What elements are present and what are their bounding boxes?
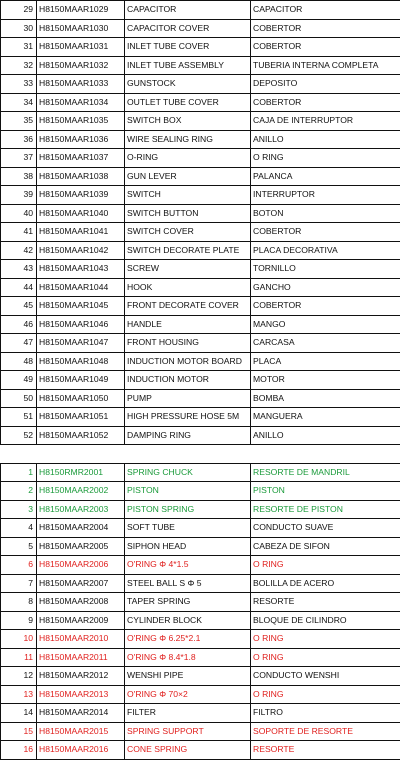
english-name-cell: O'RING Φ 70×2 bbox=[125, 685, 251, 704]
english-name-cell: GUN LEVER bbox=[125, 167, 251, 186]
english-name-cell: O'RING Φ 8.4*1.8 bbox=[125, 648, 251, 667]
spanish-name-cell: O RING bbox=[251, 630, 400, 649]
item-number-cell: 8 bbox=[1, 593, 37, 612]
spanish-name-cell: CAJA DE INTERRUPTOR bbox=[251, 112, 400, 131]
item-number-cell: 46 bbox=[1, 315, 37, 334]
item-number-cell: 38 bbox=[1, 167, 37, 186]
item-number-cell: 30 bbox=[1, 19, 37, 38]
part-code-cell: H8150MAAR1051 bbox=[37, 408, 125, 427]
part-code-cell: H8150MAAR2009 bbox=[37, 611, 125, 630]
english-name-cell: HANDLE bbox=[125, 315, 251, 334]
spanish-name-cell: TUBERIA INTERNA COMPLETA bbox=[251, 56, 400, 75]
table-row bbox=[1, 334, 400, 353]
spanish-name-cell: ANILLO bbox=[251, 426, 400, 445]
table-row bbox=[1, 593, 400, 612]
english-name-cell: DAMPING RING bbox=[125, 426, 251, 445]
part-code-cell: H8150MAAR1045 bbox=[37, 297, 125, 316]
part-code-cell: H8150MAAR1035 bbox=[37, 112, 125, 131]
spanish-name-cell: GANCHO bbox=[251, 278, 400, 297]
table-row bbox=[1, 297, 400, 316]
spanish-name-cell: COBERTOR bbox=[251, 223, 400, 242]
spanish-name-cell: RESORTE DE PISTON bbox=[251, 500, 400, 519]
table-row bbox=[1, 167, 400, 186]
part-code-cell: H8150MAAR1038 bbox=[37, 167, 125, 186]
item-number-cell: 48 bbox=[1, 352, 37, 371]
part-code-cell: H8150MAAR1034 bbox=[37, 93, 125, 112]
item-number-cell: 4 bbox=[1, 519, 37, 538]
item-number-cell: 3 bbox=[1, 500, 37, 519]
table-row bbox=[1, 371, 400, 390]
part-code-cell: H8150MAAR2003 bbox=[37, 500, 125, 519]
part-code-cell: H8150MAAR2004 bbox=[37, 519, 125, 538]
blank-row bbox=[1, 445, 400, 464]
item-number-cell: 15 bbox=[1, 722, 37, 741]
english-name-cell: PISTON bbox=[125, 482, 251, 501]
table-row bbox=[1, 1, 400, 20]
spanish-name-cell: COBERTOR bbox=[251, 19, 400, 38]
english-name-cell: SWITCH bbox=[125, 186, 251, 205]
item-number-cell: 50 bbox=[1, 389, 37, 408]
part-code-cell: H8150MAAR1042 bbox=[37, 241, 125, 260]
part-code-cell: H8150MAAR1044 bbox=[37, 278, 125, 297]
item-number-cell: 2 bbox=[1, 482, 37, 501]
part-code-cell: H8150MAAR2013 bbox=[37, 685, 125, 704]
english-name-cell: HIGH PRESSURE HOSE 5M bbox=[125, 408, 251, 427]
part-code-cell: H8150MAAR1032 bbox=[37, 56, 125, 75]
table-row bbox=[1, 93, 400, 112]
spanish-name-cell: COBERTOR bbox=[251, 93, 400, 112]
item-number-cell: 52 bbox=[1, 426, 37, 445]
english-name-cell: GUNSTOCK bbox=[125, 75, 251, 94]
part-code-cell: H8150RMR2001 bbox=[37, 463, 125, 482]
english-name-cell: TAPER SPRING bbox=[125, 593, 251, 612]
item-number-cell: 16 bbox=[1, 741, 37, 760]
item-number-cell: 10 bbox=[1, 630, 37, 649]
table-row bbox=[1, 38, 400, 57]
table-row bbox=[1, 556, 400, 575]
table-row bbox=[1, 500, 400, 519]
table-row bbox=[1, 704, 400, 723]
part-code-cell: H8150MAAR1040 bbox=[37, 204, 125, 223]
item-number-cell: 33 bbox=[1, 75, 37, 94]
table-row bbox=[1, 315, 400, 334]
spanish-name-cell: MANGO bbox=[251, 315, 400, 334]
part-code-cell: H8150MAAR2012 bbox=[37, 667, 125, 686]
english-name-cell: SWITCH COVER bbox=[125, 223, 251, 242]
table-row bbox=[1, 482, 400, 501]
item-number-cell: 39 bbox=[1, 186, 37, 205]
table-row bbox=[1, 463, 400, 482]
spanish-name-cell: TORNILLO bbox=[251, 260, 400, 279]
item-number-cell: 37 bbox=[1, 149, 37, 168]
english-name-cell: SPRING CHUCK bbox=[125, 463, 251, 482]
english-name-cell: SWITCH DECORATE PLATE bbox=[125, 241, 251, 260]
table-row bbox=[1, 260, 400, 279]
spanish-name-cell: CARCASA bbox=[251, 334, 400, 353]
english-name-cell: SCREW bbox=[125, 260, 251, 279]
spanish-name-cell: COBERTOR bbox=[251, 38, 400, 57]
table-row bbox=[1, 408, 400, 427]
english-name-cell bbox=[125, 445, 251, 464]
spanish-name-cell: COBERTOR bbox=[251, 297, 400, 316]
table-row bbox=[1, 56, 400, 75]
spanish-name-cell: O RING bbox=[251, 685, 400, 704]
table-row bbox=[1, 223, 400, 242]
spanish-name-cell: SOPORTE DE RESORTE bbox=[251, 722, 400, 741]
part-code-cell: H8150MAAR1052 bbox=[37, 426, 125, 445]
item-number-cell: 49 bbox=[1, 371, 37, 390]
item-number-cell: 40 bbox=[1, 204, 37, 223]
part-code-cell bbox=[37, 445, 125, 464]
table-row bbox=[1, 19, 400, 38]
part-code-cell: H8150MAAR1031 bbox=[37, 38, 125, 57]
item-number-cell: 13 bbox=[1, 685, 37, 704]
part-code-cell: H8150MAAR2010 bbox=[37, 630, 125, 649]
item-number-cell: 7 bbox=[1, 574, 37, 593]
table-row bbox=[1, 574, 400, 593]
table-row bbox=[1, 519, 400, 538]
table-row bbox=[1, 685, 400, 704]
table-row bbox=[1, 426, 400, 445]
table-row bbox=[1, 130, 400, 149]
part-code-cell: H8150MAAR1036 bbox=[37, 130, 125, 149]
spanish-name-cell: BOMBA bbox=[251, 389, 400, 408]
spanish-name-cell: BLOQUE DE CILINDRO bbox=[251, 611, 400, 630]
english-name-cell: PUMP bbox=[125, 389, 251, 408]
english-name-cell: STEEL BALL S Φ 5 bbox=[125, 574, 251, 593]
table-row bbox=[1, 741, 400, 760]
part-code-cell: H8150MAAR1043 bbox=[37, 260, 125, 279]
part-code-cell: H8150MAAR2002 bbox=[37, 482, 125, 501]
item-number-cell: 41 bbox=[1, 223, 37, 242]
spanish-name-cell: CONDUCTO WENSHI bbox=[251, 667, 400, 686]
item-number-cell: 43 bbox=[1, 260, 37, 279]
table-row bbox=[1, 75, 400, 94]
table-row bbox=[1, 389, 400, 408]
part-code-cell: H8150MAAR1030 bbox=[37, 19, 125, 38]
part-code-cell: H8150MAAR2006 bbox=[37, 556, 125, 575]
item-number-cell: 44 bbox=[1, 278, 37, 297]
spanish-name-cell: O RING bbox=[251, 648, 400, 667]
table-row bbox=[1, 278, 400, 297]
english-name-cell: PISTON SPRING bbox=[125, 500, 251, 519]
part-code-cell: H8150MAAR1033 bbox=[37, 75, 125, 94]
english-name-cell: SOFT TUBE bbox=[125, 519, 251, 538]
item-number-cell: 35 bbox=[1, 112, 37, 131]
item-number-cell: 12 bbox=[1, 667, 37, 686]
item-number-cell: 51 bbox=[1, 408, 37, 427]
item-number-cell: 9 bbox=[1, 611, 37, 630]
part-code-cell: H8150MAAR1029 bbox=[37, 1, 125, 20]
english-name-cell: OUTLET TUBE COVER bbox=[125, 93, 251, 112]
part-code-cell: H8150MAAR1041 bbox=[37, 223, 125, 242]
english-name-cell: SPRING SUPPORT bbox=[125, 722, 251, 741]
english-name-cell: O-RING bbox=[125, 149, 251, 168]
part-code-cell: H8150MAAR1047 bbox=[37, 334, 125, 353]
english-name-cell: FILTER bbox=[125, 704, 251, 723]
item-number-cell: 5 bbox=[1, 537, 37, 556]
spanish-name-cell: RESORTE bbox=[251, 741, 400, 760]
part-code-cell: H8150MAAR1037 bbox=[37, 149, 125, 168]
spanish-name-cell: INTERRUPTOR bbox=[251, 186, 400, 205]
item-number-cell: 34 bbox=[1, 93, 37, 112]
english-name-cell: FRONT HOUSING bbox=[125, 334, 251, 353]
part-code-cell: H8150MAAR2007 bbox=[37, 574, 125, 593]
english-name-cell: CAPACITOR COVER bbox=[125, 19, 251, 38]
spanish-name-cell: RESORTE bbox=[251, 593, 400, 612]
table-row bbox=[1, 241, 400, 260]
spanish-name-cell: O RING bbox=[251, 556, 400, 575]
item-number-cell: 42 bbox=[1, 241, 37, 260]
item-number-cell: 11 bbox=[1, 648, 37, 667]
english-name-cell: CONE SPRING bbox=[125, 741, 251, 760]
spanish-name-cell: PALANCA bbox=[251, 167, 400, 186]
spanish-name-cell: CONDUCTO SUAVE bbox=[251, 519, 400, 538]
english-name-cell: CYLINDER BLOCK bbox=[125, 611, 251, 630]
table-row bbox=[1, 722, 400, 741]
part-code-cell: H8150MAAR2008 bbox=[37, 593, 125, 612]
spanish-name-cell: CAPACITOR bbox=[251, 1, 400, 20]
part-code-cell: H8150MAAR2014 bbox=[37, 704, 125, 723]
spanish-name-cell: MANGUERA bbox=[251, 408, 400, 427]
spanish-name-cell: O RING bbox=[251, 149, 400, 168]
part-code-cell: H8150MAAR2011 bbox=[37, 648, 125, 667]
english-name-cell: SIPHON HEAD bbox=[125, 537, 251, 556]
spanish-name-cell: FILTRO bbox=[251, 704, 400, 723]
part-code-cell: H8150MAAR1039 bbox=[37, 186, 125, 205]
part-code-cell: H8150MAAR1050 bbox=[37, 389, 125, 408]
item-number-cell: 36 bbox=[1, 130, 37, 149]
english-name-cell: SWITCH BOX bbox=[125, 112, 251, 131]
english-name-cell: WIRE SEALING RING bbox=[125, 130, 251, 149]
table-row bbox=[1, 186, 400, 205]
spanish-name-cell bbox=[251, 445, 400, 464]
english-name-cell: WENSHI PIPE bbox=[125, 667, 251, 686]
table-row bbox=[1, 352, 400, 371]
english-name-cell: INDUCTION MOTOR BOARD bbox=[125, 352, 251, 371]
part-code-cell: H8150MAAR2016 bbox=[37, 741, 125, 760]
english-name-cell: INDUCTION MOTOR bbox=[125, 371, 251, 390]
english-name-cell: HOOK bbox=[125, 278, 251, 297]
item-number-cell: 45 bbox=[1, 297, 37, 316]
spanish-name-cell: PLACA bbox=[251, 352, 400, 371]
english-name-cell: O'RING Φ 4*1.5 bbox=[125, 556, 251, 575]
spanish-name-cell: PLACA DECORATIVA bbox=[251, 241, 400, 260]
table-row bbox=[1, 648, 400, 667]
item-number-cell bbox=[1, 445, 37, 464]
spanish-name-cell: CABEZA DE SIFON bbox=[251, 537, 400, 556]
item-number-cell: 32 bbox=[1, 56, 37, 75]
item-number-cell: 47 bbox=[1, 334, 37, 353]
spanish-name-cell: DEPOSITO bbox=[251, 75, 400, 94]
item-number-cell: 6 bbox=[1, 556, 37, 575]
spanish-name-cell: BOTON bbox=[251, 204, 400, 223]
spanish-name-cell: RESORTE DE MANDRIL bbox=[251, 463, 400, 482]
part-code-cell: H8150MAAR2015 bbox=[37, 722, 125, 741]
spanish-name-cell: BOLILLA DE ACERO bbox=[251, 574, 400, 593]
english-name-cell: CAPACITOR bbox=[125, 1, 251, 20]
table-row bbox=[1, 537, 400, 556]
item-number-cell: 1 bbox=[1, 463, 37, 482]
item-number-cell: 31 bbox=[1, 38, 37, 57]
english-name-cell: O'RING Φ 6.25*2.1 bbox=[125, 630, 251, 649]
table-row bbox=[1, 630, 400, 649]
spanish-name-cell: ANILLO bbox=[251, 130, 400, 149]
english-name-cell: SWITCH BUTTON bbox=[125, 204, 251, 223]
table-row bbox=[1, 149, 400, 168]
part-code-cell: H8150MAAR1049 bbox=[37, 371, 125, 390]
item-number-cell: 29 bbox=[1, 1, 37, 20]
english-name-cell: INLET TUBE COVER bbox=[125, 38, 251, 57]
spanish-name-cell: MOTOR bbox=[251, 371, 400, 390]
item-number-cell: 14 bbox=[1, 704, 37, 723]
part-code-cell: H8150MAAR1048 bbox=[37, 352, 125, 371]
english-name-cell: INLET TUBE ASSEMBLY bbox=[125, 56, 251, 75]
table-row bbox=[1, 667, 400, 686]
spanish-name-cell: PISTON bbox=[251, 482, 400, 501]
table-row bbox=[1, 112, 400, 131]
table-row bbox=[1, 204, 400, 223]
english-name-cell: FRONT DECORATE COVER bbox=[125, 297, 251, 316]
part-code-cell: H8150MAAR1046 bbox=[37, 315, 125, 334]
part-code-cell: H8150MAAR2005 bbox=[37, 537, 125, 556]
